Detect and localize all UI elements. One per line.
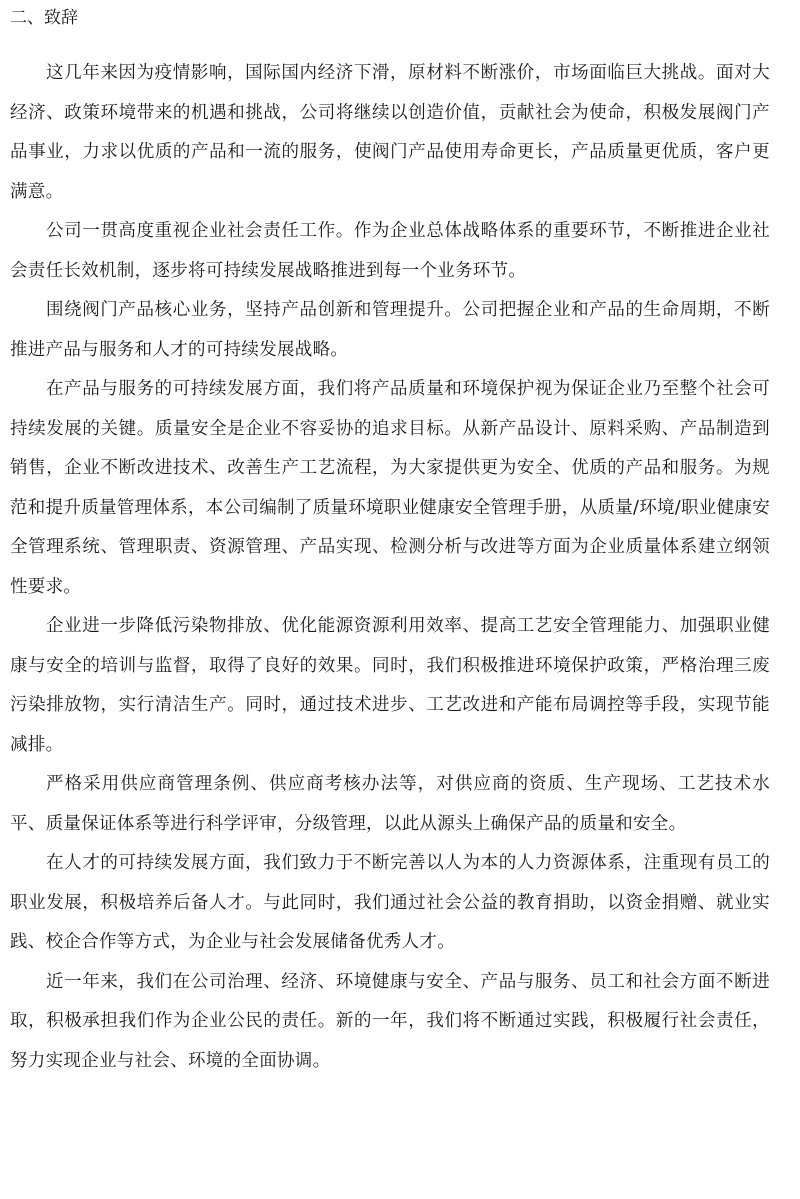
section-heading: 二、致辞 [10,8,78,28]
paragraph-core-business: 围绕阀门产品核心业务，坚持产品创新和管理提升。公司把握企业和产品的生命周期，不断推进产品与服务和人才的可持续发展战略。 [10,300,770,360]
paragraph-product-quality: 在产品与服务的可持续发展方面，我们将产品质量和环境保护视为保证企业乃至整个社会可持续发展的关键。质量安全是企业不容妥协的追求目标。从新产品设计、原料采购、产品制造到销售，企业不断改进技术、改善生产工艺流程，为大家提供更为安全、优质的产品和服务。为规范和提升质量管理体系，本公司编制了质量环境职业健康安全管理手册，从质量/环境/职业健康安全管理系统、管理职责、资源管理、产品实现、检测分析与改进等方面为企业质量体系建立纲领性要求。 [10,379,770,597]
paragraph-closing: 近一年来，我们在公司治理、经济、环境健康与安全、产品与服务、员工和社会方面不断进取，积极承担我们作为企业公民的责任。新的一年，我们将不断通过实践，积极履行社会责任，努力实现企业与社会、环境的全面协调。 [10,971,770,1071]
paragraph-supplier-management: 严格采用供应商管理条例、供应商考核办法等，对供应商的资质、生产现场、工艺技术水平、质量保证体系等进行科学评审，分级管理，以此从源头上确保产品的质量和安全。 [10,774,770,834]
paragraph-social-responsibility: 公司一贯高度重视企业社会责任工作。作为企业总体战略体系的重要环节，不断推进企业社会责任长效机制，逐步将可持续发展战略推进到每一个业务环节。 [10,221,770,281]
paragraph-environment: 企业进一步降低污染物排放、优化能源资源利用效率、提高工艺安全管理能力、加强职业健康与安全的培训与监督，取得了良好的效果。同时，我们积极推进环境保护政策，严格治理三废污染排放物，实行清洁生产。同时，通过技术进步、工艺改进和产能布局调控等手段，实现节能减排。 [10,616,770,755]
paragraph-covid-challenges: 这几年来因为疫情影响，国际国内经济下滑，原材料不断涨价，市场面临巨大挑战。面对大经济、政策环境带来的机遇和挑战，公司将继续以创造价值，贡献社会为使命，积极发展阀门产品事业，力求以优质的产品和一流的服务，使阀门产品使用寿命更长，产品质量更优质，客户更满意。 [10,63,770,202]
paragraph-talent-development: 在人才的可持续发展方面，我们致力于不断完善以人为本的人力资源体系，注重现有员工的职业发展，积极培养后备人才。与此同时，我们通过社会公益的教育捐助，以资金捐赠、就业实践、校企合作等方式，为企业与社会发展储备优秀人才。 [10,853,770,952]
document-body [10,54,770,1081]
